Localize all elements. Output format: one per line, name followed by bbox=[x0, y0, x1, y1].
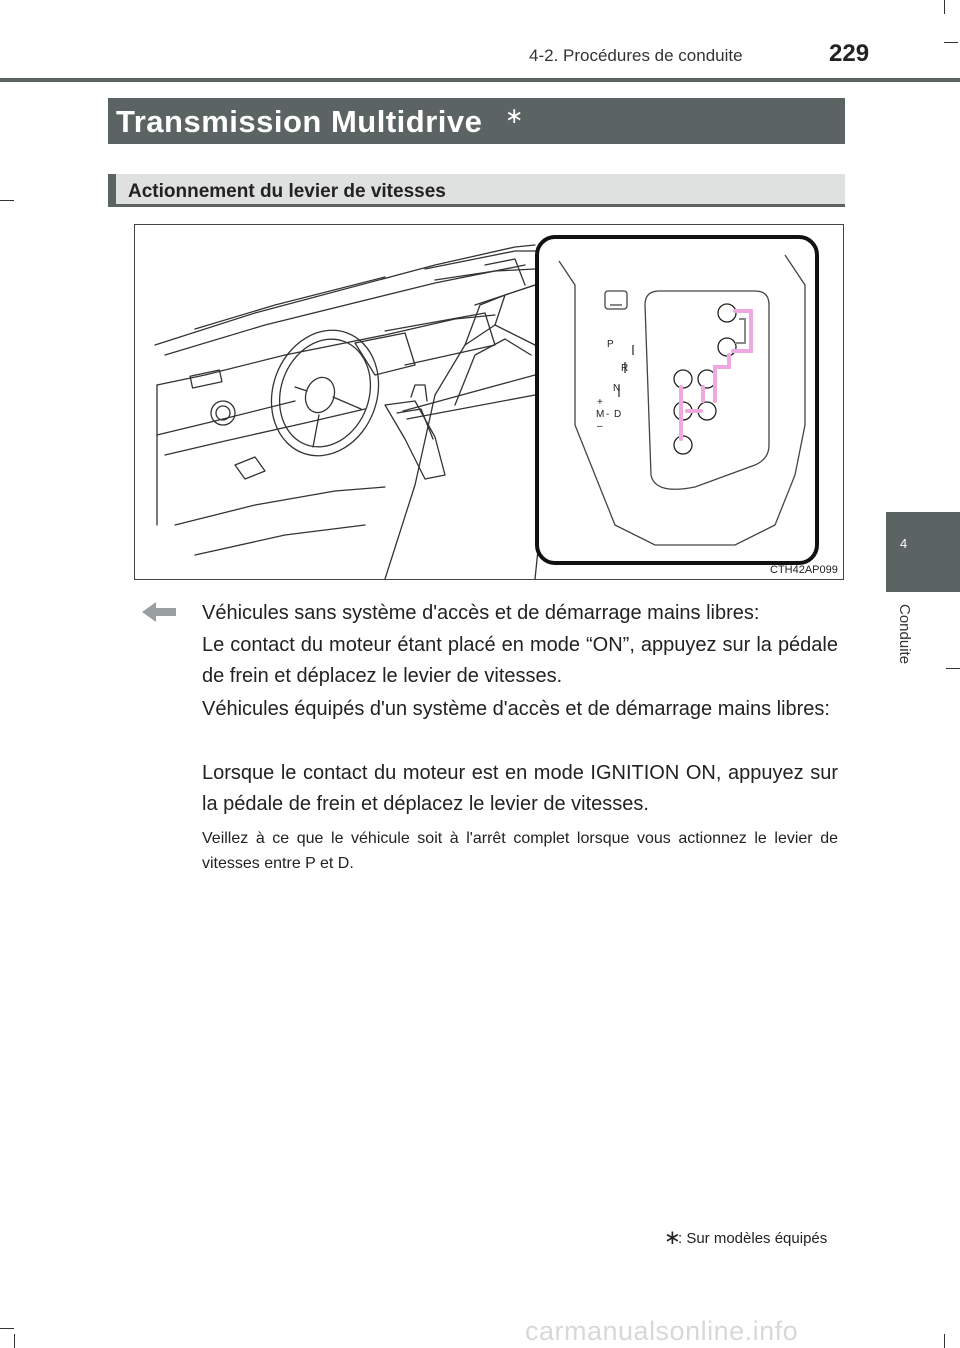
crop-mark bbox=[944, 0, 945, 14]
safety-note: Veillez à ce que le véhicule soit à l'arrêt complet lorsque vous actionnez le levier de vitesses entre P et D. bbox=[202, 830, 838, 872]
instruction-no-smart-key-heading: Véhicules sans système d'accès et de démarrage mains libres: bbox=[202, 602, 760, 624]
instruction-smart-key-heading: Véhicules équipés d'un système d'accès et de démarrage mains libres: bbox=[202, 698, 830, 720]
crop-mark bbox=[944, 42, 958, 43]
crop-mark bbox=[0, 1328, 14, 1329]
crop-mark bbox=[944, 1334, 945, 1348]
car-interior-drawing bbox=[135, 225, 843, 579]
dashboard-illustration bbox=[134, 224, 844, 580]
shift-label-p: P bbox=[607, 339, 614, 350]
chapter-label: Conduite bbox=[896, 604, 913, 665]
footnote-text: : Sur modèles équipés bbox=[678, 1230, 828, 1247]
instruction-no-smart-key-text: Le contact du moteur étant placé en mode “ON”, appuyez sur la pédale de frein et déplacez le levier de vitesses. bbox=[202, 634, 838, 687]
chapter-tab bbox=[886, 512, 960, 592]
section-header: 4-2. Procédures de conduite bbox=[529, 46, 743, 65]
chapter-number: 4 bbox=[900, 536, 908, 551]
shift-label-r: R bbox=[621, 363, 629, 374]
shift-label-dash: - bbox=[606, 409, 610, 420]
crop-mark bbox=[14, 1334, 15, 1348]
shift-label-plus: + bbox=[597, 397, 603, 408]
page-number: 229 bbox=[829, 40, 870, 67]
shift-label-m: M bbox=[596, 409, 605, 420]
crop-mark bbox=[946, 668, 960, 669]
shift-label-minus: – bbox=[597, 421, 603, 432]
crop-mark bbox=[0, 200, 14, 201]
footnote-asterisk: ∗ bbox=[664, 1227, 681, 1249]
shift-label-d: D bbox=[614, 409, 622, 420]
page-title: Transmission Multidrive bbox=[116, 104, 483, 139]
left-arrow-icon bbox=[142, 601, 176, 623]
figure-code: CTH42AP099 bbox=[770, 564, 838, 576]
header-divider bbox=[0, 78, 960, 82]
watermark: carmanualsonline.info bbox=[525, 1316, 799, 1346]
shift-label-n: N bbox=[613, 383, 621, 394]
title-asterisk: ∗ bbox=[505, 103, 524, 128]
instruction-smart-key-text: Lorsque le contact du moteur est en mode IGNITION ON, appuyez sur la pédale de frein et déplacez le levier de vitesses. bbox=[202, 762, 838, 815]
section-subtitle: Actionnement du levier de vitesses bbox=[128, 181, 446, 202]
